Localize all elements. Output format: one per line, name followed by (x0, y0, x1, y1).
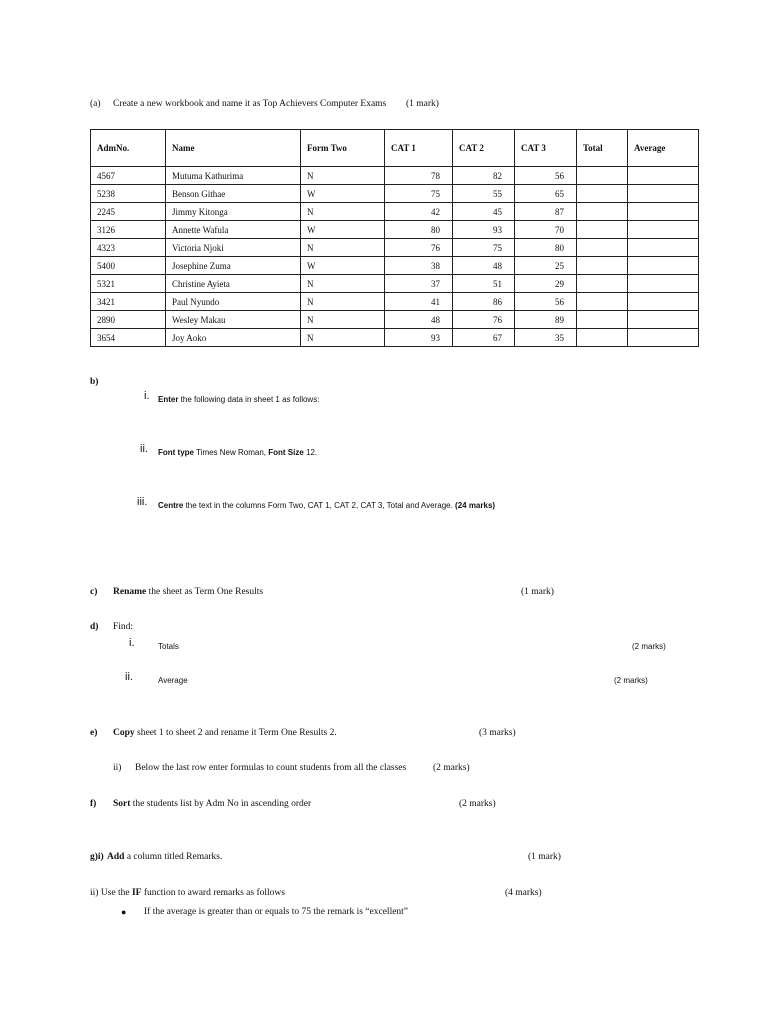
cell-average (628, 275, 699, 293)
part-b-iii-num: iii. (137, 496, 148, 508)
cell-admno: 2245 (91, 203, 166, 221)
cell-cat1: 75 (385, 185, 453, 203)
part-b-i-rest: the following data in sheet 1 as follows: (178, 395, 320, 404)
header-cat1: CAT 1 (385, 130, 453, 167)
part-e-ii-text: Below the last row enter formulas to count students from all the classes (135, 763, 407, 773)
part-g-ii-post: function to award remarks as follows (141, 888, 285, 898)
part-e-marks: (3 marks) (479, 728, 516, 738)
part-f-label: f) (90, 799, 97, 809)
table-row (91, 293, 699, 311)
part-b-label: b) (90, 377, 99, 387)
part-b-iii-rest: the text in the columns Form Two, CAT 1, CAT 2, CAT 3, Total and Average. (183, 501, 456, 510)
part-g-ii-marks: (4 marks) (505, 888, 542, 898)
cell-cat1: 80 (385, 221, 453, 239)
cell-cat1: 93 (385, 329, 453, 347)
cell-cat2: 48 (453, 257, 515, 275)
cell-name: Victoria Njoki (166, 239, 301, 257)
part-e-label: e) (90, 728, 98, 738)
part-d-text: Find: (113, 622, 134, 632)
cell-cat3: 29 (515, 275, 577, 293)
cell-cat3: 25 (515, 257, 577, 275)
header-admno: AdmNo. (91, 130, 166, 167)
cell-average (628, 329, 699, 347)
cell-cat2: 76 (453, 311, 515, 329)
cell-cat1: 37 (385, 275, 453, 293)
cell-form-two: N (301, 239, 385, 257)
table-row (91, 257, 699, 275)
part-d-i-num: i. (129, 637, 135, 649)
cell-cat3: 56 (515, 167, 577, 185)
part-a-marks: (1 mark) (406, 99, 439, 109)
cell-average (628, 221, 699, 239)
table-row (91, 185, 699, 203)
part-b-iii-bold: Centre (158, 501, 184, 510)
cell-name: Christine Ayieta (166, 275, 301, 293)
table-header-row (91, 130, 699, 167)
part-b-i-num: i. (144, 390, 150, 402)
cell-cat1: 42 (385, 203, 453, 221)
part-d-ii-num: ii. (125, 671, 133, 683)
part-f-marks: (2 marks) (459, 799, 496, 809)
cell-average (628, 293, 699, 311)
cell-admno: 4323 (91, 239, 166, 257)
cell-total (577, 203, 628, 221)
cell-cat2: 45 (453, 203, 515, 221)
part-b-ii-text (158, 448, 317, 457)
cell-cat2: 82 (453, 167, 515, 185)
part-d-ii-text: Average (158, 676, 188, 685)
part-b-iii-marks: (24 marks) (455, 501, 496, 510)
table-row (91, 167, 699, 185)
part-g-ii-text (90, 888, 285, 898)
cell-cat1: 76 (385, 239, 453, 257)
table-row (91, 221, 699, 239)
part-a-text: Create a new workbook and name it as Top Achievers Computer Exams (113, 99, 387, 109)
part-e-bold: Copy (113, 728, 135, 738)
cell-name: Annette Wafula (166, 221, 301, 239)
table-row (91, 203, 699, 221)
header-total: Total (577, 130, 628, 167)
part-c-label: c) (90, 587, 98, 597)
part-d-i-marks: (2 marks) (632, 642, 666, 651)
cell-cat1: 78 (385, 167, 453, 185)
cell-name: Josephine Zuma (166, 257, 301, 275)
cell-name: Joy Aoko (166, 329, 301, 347)
part-c-bold: Rename (113, 587, 147, 597)
part-f-bold: Sort (113, 799, 131, 809)
cell-total (577, 275, 628, 293)
cell-total (577, 257, 628, 275)
part-b-ii-num: ii. (140, 443, 148, 455)
part-b-ii-bold2: Font Size (268, 448, 304, 457)
part-g-bullet-text: If the average is greater than or equals to 75 the remark is “excellent” (144, 907, 409, 917)
cell-cat2: 67 (453, 329, 515, 347)
cell-form-two: N (301, 203, 385, 221)
table-row (91, 275, 699, 293)
cell-cat3: 56 (515, 293, 577, 311)
cell-average (628, 239, 699, 257)
cell-cat3: 35 (515, 329, 577, 347)
cell-form-two: N (301, 167, 385, 185)
part-b-ii-bold: Font type (158, 448, 194, 457)
part-d-ii-marks: (2 marks) (614, 676, 648, 685)
cell-form-two: W (301, 221, 385, 239)
header-name: Name (166, 130, 301, 167)
part-f-rest: the students list by Adm No in ascending order (130, 799, 312, 809)
part-e-ii-num: ii) (113, 763, 122, 773)
cell-total (577, 329, 628, 347)
cell-cat2: 51 (453, 275, 515, 293)
header-cat3: CAT 3 (515, 130, 577, 167)
part-d-label: d) (90, 622, 99, 632)
cell-cat2: 75 (453, 239, 515, 257)
cell-admno: 5321 (91, 275, 166, 293)
cell-name: Mutuma Kathurima (166, 167, 301, 185)
cell-total (577, 293, 628, 311)
part-b-ii-rest2: 12. (303, 448, 318, 457)
cell-cat1: 38 (385, 257, 453, 275)
cell-cat2: 55 (453, 185, 515, 203)
part-b-iii-text (158, 501, 495, 510)
cell-name: Benson Githae (166, 185, 301, 203)
cell-average (628, 311, 699, 329)
cell-cat1: 41 (385, 293, 453, 311)
cell-name: Paul Nyundo (166, 293, 301, 311)
part-b-i-bold: Enter (158, 395, 179, 404)
part-e-ii-marks: (2 marks) (433, 763, 470, 773)
part-d-i-text: Totals (158, 642, 179, 651)
part-a-label: (a) (90, 99, 101, 109)
cell-form-two: N (301, 311, 385, 329)
cell-cat3: 80 (515, 239, 577, 257)
cell-form-two: W (301, 257, 385, 275)
header-average: Average (628, 130, 699, 167)
cell-total (577, 167, 628, 185)
part-g-text (107, 852, 222, 862)
cell-average (628, 257, 699, 275)
part-b-i-text (158, 395, 319, 404)
cell-admno: 3126 (91, 221, 166, 239)
part-g-rest: a column titled Remarks. (124, 852, 223, 862)
table-row (91, 329, 699, 347)
cell-form-two: N (301, 293, 385, 311)
cell-cat3: 70 (515, 221, 577, 239)
cell-form-two: W (301, 185, 385, 203)
cell-cat3: 87 (515, 203, 577, 221)
part-g-bold: Add (107, 852, 125, 862)
cell-admno: 3654 (91, 329, 166, 347)
part-f-text (113, 799, 311, 809)
cell-name: Jimmy Kitonga (166, 203, 301, 221)
cell-total (577, 221, 628, 239)
cell-cat1: 48 (385, 311, 453, 329)
cell-admno: 5400 (91, 257, 166, 275)
table-row (91, 311, 699, 329)
part-c-rest: the sheet as Term One Results (146, 587, 264, 597)
part-g-label: g)i) (90, 852, 104, 862)
part-g-marks: (1 mark) (528, 852, 561, 862)
header-form-two: Form Two (301, 130, 385, 167)
cell-total (577, 185, 628, 203)
cell-total (577, 239, 628, 257)
bullet-icon: ● (121, 907, 127, 917)
table-row (91, 239, 699, 257)
part-b-ii-rest: Times New Roman, (194, 448, 269, 457)
cell-average (628, 203, 699, 221)
cell-total (577, 311, 628, 329)
cell-name: Wesley Makau (166, 311, 301, 329)
cell-average (628, 167, 699, 185)
cell-cat3: 65 (515, 185, 577, 203)
cell-cat2: 86 (453, 293, 515, 311)
cell-admno: 5238 (91, 185, 166, 203)
part-c-text (113, 587, 263, 597)
part-g-ii-bold: IF (131, 888, 142, 898)
part-e-text (113, 728, 337, 738)
part-c-marks: (1 mark) (521, 587, 554, 597)
cell-form-two: N (301, 275, 385, 293)
cell-admno: 3421 (91, 293, 166, 311)
cell-admno: 4567 (91, 167, 166, 185)
part-g-ii-pre: ii) Use the (90, 888, 132, 898)
part-e-rest: sheet 1 to sheet 2 and rename it Term One Results 2. (134, 728, 337, 738)
cell-admno: 2890 (91, 311, 166, 329)
cell-cat2: 93 (453, 221, 515, 239)
header-cat2: CAT 2 (453, 130, 515, 167)
cell-average (628, 185, 699, 203)
student-results-table (90, 129, 699, 347)
cell-form-two: N (301, 329, 385, 347)
cell-cat3: 89 (515, 311, 577, 329)
